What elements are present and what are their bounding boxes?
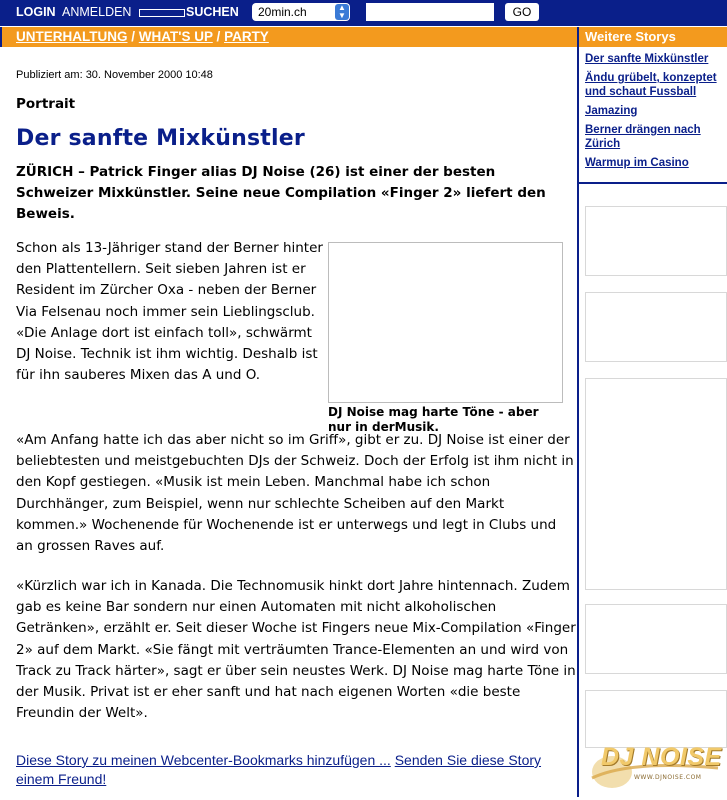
login-field[interactable] <box>139 9 185 17</box>
sidebar-story-link[interactable]: Warmup im Casino <box>585 157 689 169</box>
anmelden-link[interactable]: ANMELDEN <box>62 5 132 19</box>
go-button[interactable]: GO <box>505 3 539 21</box>
suchen-label: SUCHEN <box>186 5 239 19</box>
nav-unterhaltung[interactable]: UNTERHALTUNG <box>16 29 128 44</box>
article-actions <box>16 751 566 789</box>
breadcrumb <box>16 29 269 44</box>
sidebar-story-link[interactable]: Berner drängen nach Zürich <box>585 124 701 150</box>
nav-whats-up[interactable]: WHAT'S UP <box>138 29 213 44</box>
nav-separator: / <box>216 29 221 44</box>
sidebar-story-link[interactable]: Ändu grübelt, konzeptet und schaut Fussball <box>585 72 717 98</box>
sidebar-title-text: Weitere Storys <box>585 29 676 44</box>
ad-box <box>585 604 727 674</box>
published-date: Publiziert am: 30. November 2000 10:48 <box>16 69 213 81</box>
image-caption: DJ Noise mag harte Töne - aber nur in derMusik. <box>328 405 539 434</box>
ad-box <box>585 206 727 276</box>
sidebar-divider <box>579 182 727 184</box>
logo-text: DJ NOISE <box>601 743 722 771</box>
login-link[interactable]: LOGIN <box>16 5 56 19</box>
article-paragraph: Schon als 13-Jähriger stand der Berner hinter den Plattentellern. Seit sieben Jahren ist er Resident im Zürcher Oxa - neben der Berner Via Felsenau noch immer sein Lieblingsclub. «Die Anlage dort ist einfach toll», schwärmt DJ Noise. Technik ist ihm wichtig. Deshalb ist für ihn sauberes Mixen das A und O. <box>16 240 323 384</box>
nav-party[interactable]: PARTY <box>224 29 269 44</box>
sidebar-story-link[interactable]: Der sanfte Mixkünstler <box>585 53 709 65</box>
bookmark-link[interactable]: Diese Story zu meinen Webcenter-Bookmarks hinzufügen ... <box>16 752 391 768</box>
ad-box <box>585 378 727 590</box>
sidebar-story-link[interactable]: Jamazing <box>585 105 638 117</box>
search-input[interactable] <box>366 3 494 21</box>
sidebar-story-list <box>585 52 723 175</box>
nav-separator: / <box>131 29 136 44</box>
ad-box <box>585 292 727 362</box>
article-paragraph: «Kürzlich war ich in Kanada. Die Technomusik hinkt dort Jahre hintennach. Zudem gab es keine Bar sondern nur einen Automaten mit nicht alkoholischen Getränken», erzählt er. Seit dieser Woche ist Fingers neue Mix-Compilation «Finger 2» auf dem Markt. «Sie fängt mit verträumten Trance-Elementen an und wird von Track zu Track härter», sagt er über sein neustes Werk. DJ Noise mag harte Töne in der Musik. Privat ist er eher sanft und hat nach eigenen Worten «die beste Freundin der Welt». <box>16 578 576 722</box>
article-lead: ZÜRICH – Patrick Finger alias DJ Noise (26) ist einer der besten Schweizer Mixkünstler. Seine neue Compilation «Finger 2» liefert den Beweis. <box>16 164 546 222</box>
logo-subtext: WWW.DJNOISE.COM <box>634 774 702 781</box>
site-select-value: 20min.ch <box>258 5 307 19</box>
ad-box <box>585 690 727 748</box>
site-select[interactable] <box>252 3 350 21</box>
sidebar-title <box>579 27 727 47</box>
select-arrows-icon: ▲ ▼ <box>335 4 349 20</box>
section-label: Portrait <box>16 96 76 112</box>
article-paragraph: «Am Anfang hatte ich das aber nicht so im Griff», gibt er zu. DJ Noise ist einer der beliebtesten und meistgebuchten DJs der Schweiz. Doch der Erfolg ist ihm nicht in den Kopf gestiegen. «Musik ist mein Leben. Manchmal habe ich schon Durchhänger, zum Beispiel, wenn nur schlechte Scheiben auf den Markt kommen.» Wochenende für Wochenende ist er unterwegs und legt in Clubs und an grossen Raves auf. <box>16 432 574 555</box>
page-title: Der sanfte Mixkünstler <box>16 126 305 151</box>
article-image <box>328 242 563 403</box>
send-to-friend-link[interactable]: Senden Sie diese Story einem Freund! <box>16 752 542 787</box>
